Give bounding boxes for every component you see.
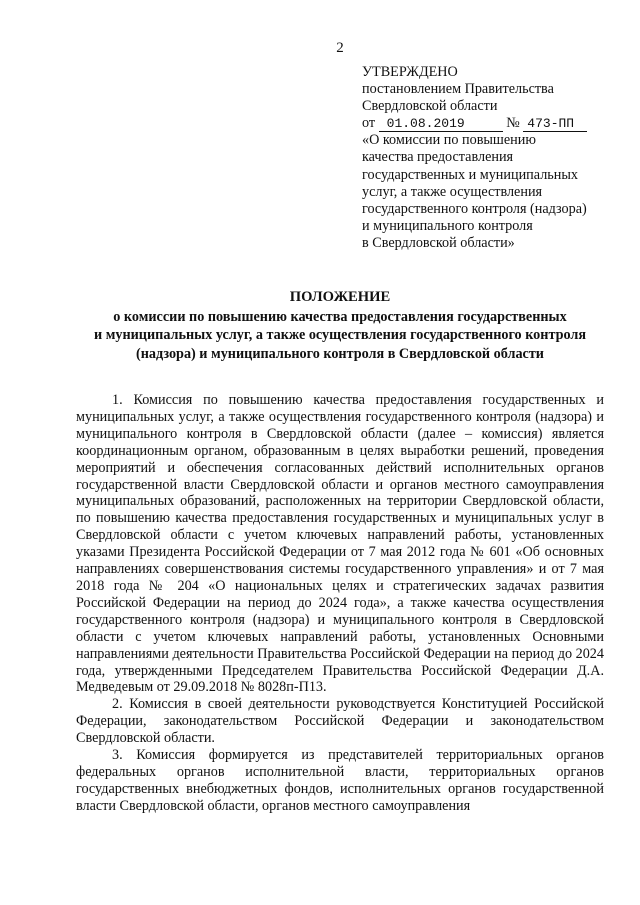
- paragraph-2: 2. Комиссия в своей деятельности руководствуется Конституцией Российской Федерации, законодательством Российской Федерации и законодательством Свердловской области.: [76, 696, 604, 747]
- title-line: (надзора) и муниципального контроля в Свердловской области: [136, 345, 544, 362]
- approval-stamp-block: [362, 64, 632, 252]
- approval-subject-line: качества предоставления: [362, 149, 514, 166]
- page-number: 2: [336, 40, 344, 56]
- approval-subject-line: и муниципального контроля: [362, 217, 533, 234]
- document-title: [60, 288, 620, 363]
- approved-by-line-2: Свердловской области: [362, 98, 498, 115]
- approval-subject-line: услуг, а также осуществления: [362, 183, 543, 200]
- paragraph-3: 3. Комиссия формируется из представителей территориальных органов федеральных органов исполнительной власти, территориальных органов государственных внебюджетных фондов, исполнительных органов государственной власти Свердловской области, органов местного самоуправления: [76, 747, 604, 814]
- approval-date: 01.08.2019: [379, 117, 503, 132]
- date-prefix: от: [362, 115, 376, 132]
- document-body: [76, 392, 604, 815]
- number-prefix: №: [506, 115, 520, 132]
- approval-subject-line: в Свердловской области»: [362, 234, 515, 251]
- paragraph-1: 1. Комиссия по повышению качества предоставления государственных и муниципальных услуг, а также осуществления государственного контроля (надзора) и муниципального контроля в Свердловской области (далее – комиссия) является координационным органом, образованным в целях выработки решений, проведения мероприятий и обеспечения согласованных действий исполнительных органов государственной власти Свердловской области и органов местного самоуправления муниципальных образований, расположенных на территории Свердловской области, по повышению качества предоставления государственных и муниципальных услуг в Свердловской области с учетом ключевых направлений работы, установленных указами Президента Российской Федерации от 7 мая 2012 года № 601 «Об основных направлениях совершенствования системы государственного управления» и от 7 мая 2018 года № 204 «О национальных целях и стратегических задачах развития Российской Федерации на период до 2024 года», а также качества осуществления государственного контроля (надзора) и муниципального контроля в Свердловской области с учетом ключевых направлений работы, установленных Основными направлениями деятельности Правительства Российской Федерации на период до 2024 года, утвержденными Председателем Правительства Российской Федерации Д.А. Медведевым от 29.09.2018 № 8028п-П13.: [76, 392, 604, 696]
- approved-label: УТВЕРЖДЕНО: [362, 64, 458, 80]
- approval-subject-line: «О комиссии по повышению: [362, 132, 536, 149]
- approval-date-number-line: [362, 115, 632, 132]
- title-line: и муниципальных услуг, а также осуществления государственного контроля: [93, 327, 587, 344]
- title-heading: ПОЛОЖЕНИЕ: [289, 289, 391, 305]
- approval-subject-line: государственного контроля (надзора): [362, 200, 587, 217]
- title-line: о комиссии по повышению качества предоставления государственных: [113, 308, 567, 325]
- approved-by-line-1: постановлением Правительства: [362, 81, 554, 98]
- approval-number: 473-ПП: [523, 117, 587, 132]
- approval-subject-line: государственных и муниципальных: [362, 166, 578, 183]
